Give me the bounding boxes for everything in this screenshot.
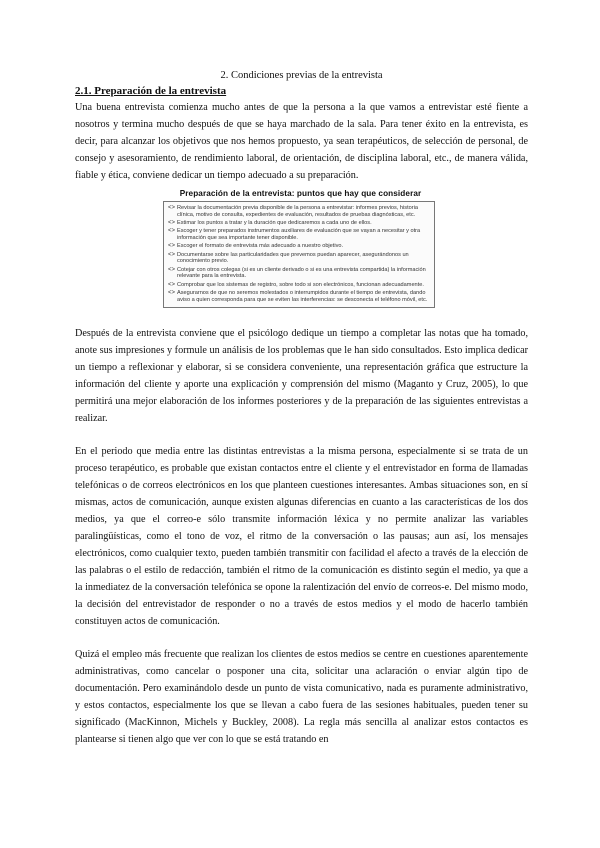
bullet-arrow-icon: <> <box>168 251 176 258</box>
checklist <box>168 205 430 303</box>
paragraph-between-interviews: En el periodo que media entre las distintas entrevistas a la misma persona, especialmente si se trata de un proceso terapéutico, es probable que existan contactos entre el cliente y el entrevistador en forma de llamadas telefónicas o de correos electrónicos en los que planteen cuestiones interesantes. Ambas situaciones son, en sí mismas, actos de comunicación, aunque existen algunas diferencias en cuanto a las características de los dos medios, ya que el correo-e sólo transmite información léxica y no permite analizar las variables paralingüísticas, como el tono de voz, el ritmo de la conversación o las pausas; aun así, los mensajes electrónicos, como cualquier texto, pueden también transmitir con facilidad el afecto a través de la elección de las palabras o el estilo de redacción, también el ritmo de la comunicación es distinto según el medio, ya que a la inmediatez de la conversación telefónica se opone la ralentización del envío de correos-e. Del mismo modo, la decisión del entrevistador de responder o no a través de estos medios y el modo de hacerlo también constituyen actos de comunicación. <box>75 446 528 628</box>
bullet-arrow-icon: <> <box>168 290 176 297</box>
box-title: Preparación de la entrevista: puntos que hay que considerar <box>179 189 422 198</box>
checklist-item <box>168 290 430 303</box>
checklist-item <box>168 205 430 218</box>
bullet-arrow-icon: <> <box>168 243 176 250</box>
checklist-item-text: Estimar los puntos a tratar y la duración que dedicaremos a cada uno de ellos. <box>177 219 372 226</box>
chapter-title: 2. Condiciones previas de la entrevista <box>220 70 383 81</box>
checklist-item <box>168 282 430 289</box>
bullet-arrow-icon: <> <box>168 228 176 235</box>
checklist-item <box>168 220 430 227</box>
checklist-item <box>168 252 430 265</box>
checklist-item <box>168 243 430 250</box>
paragraph-intro: Una buena entrevista comienza mucho antes de que la persona a la que vamos a entrevistar esté fiente a nosotros y termina mucho después de que se haya marchado de la sala. Para tener éxito en la entrevista, es decir, para alcanzar los objetivos que nos hemos propuesto, ya sean terapéuticos, de selección de personal, de consejo y asesoramiento, de rendimiento laboral, de orientación, de disciplina laboral, etc., de manera válida, fiable y ética, conviene dedicar un tiempo adecuado a su preparación. <box>75 102 528 181</box>
checklist-item-text: Revisar la documentación previa disponible de la persona a entrevistar: informes previos, historia clínica, motivo de consulta, expedientes de evaluación, resultados de pruebas diagnósticas, etc. <box>177 205 418 218</box>
section-title: 2.1. Preparación de la entrevista <box>75 85 227 97</box>
bullet-arrow-icon: <> <box>168 205 176 211</box>
checklist-item-text: Asegurarnos de que no seremos molestados o interrumpidos durante el tiempo de entrevista, dando aviso a quien corresponda para que se eviten las interferencias: se desconecta el teléfono móvil, etc. <box>177 290 428 303</box>
bullet-arrow-icon: <> <box>168 219 176 226</box>
checklist-item-text: Cotejar con otros colegas (si es un cliente derivado o si es una entrevista compartida) la información relevante para la entrevista. <box>177 266 426 280</box>
paragraph-after-interview: Después de la entrevista conviene que el psicólogo dedique un tiempo a completar las notas que ha tomado, anote sus impresiones y formule un análisis de los problemas que le han sido consultados. Esto implica dedicar un tiempo a reflexionar y elaborar, si se considera conveniente, una representación gráfica que estructure la información del cliente y aporte una explicación y comprensión del mismo (Maganto y Cruz, 2005), lo que permitirá una mejor elaboración de los informes posteriores y de la preparación de las siguientes entrevistas a realizar. <box>75 328 528 425</box>
bullet-arrow-icon: <> <box>168 266 176 273</box>
checklist-item <box>168 228 430 241</box>
paragraph-administrative-contacts: Quizá el empleo más frecuente que realizan los clientes de estos medios se centre en cuestiones aparentemente administrativas, como cancelar o posponer una cita, solicitar una aclaración o enviar algún tipo de documentación. Pero examinándolo desde un punto de vista comunicativo, nada es puramente administrativo, y estos contactos, especialmente los que se llevan a cabo fuera de las sesiones habituales, pueden tener su significado (MacKinnon, Michels y Buckley, 2008). La regla más sencilla al analizar estos contactos es plantearse si tienen algo que ver con lo que se está tratando en <box>75 649 528 746</box>
checklist-box <box>163 201 435 308</box>
document-page <box>75 70 528 748</box>
checklist-item <box>168 267 430 280</box>
checklist-item-text: Escoger y tener preparados instrumentos auxiliares de evaluación que se vayan a necesitar y otra información que sea importante tener disponible. <box>177 228 421 241</box>
checklist-item-text: Escoger el formato de entrevista más adecuado a nuestro objetivo. <box>177 243 344 250</box>
bullet-arrow-icon: <> <box>168 281 176 288</box>
checklist-item-text: Comprobar que los sistemas de registro, sobre todo si son electrónicos, funcionan adecuadamente. <box>177 281 424 288</box>
checklist-item-text: Documentarse sobre las particularidades que prevemos puedan aparecer, asegurándonos un conocimiento previo. <box>177 251 409 265</box>
